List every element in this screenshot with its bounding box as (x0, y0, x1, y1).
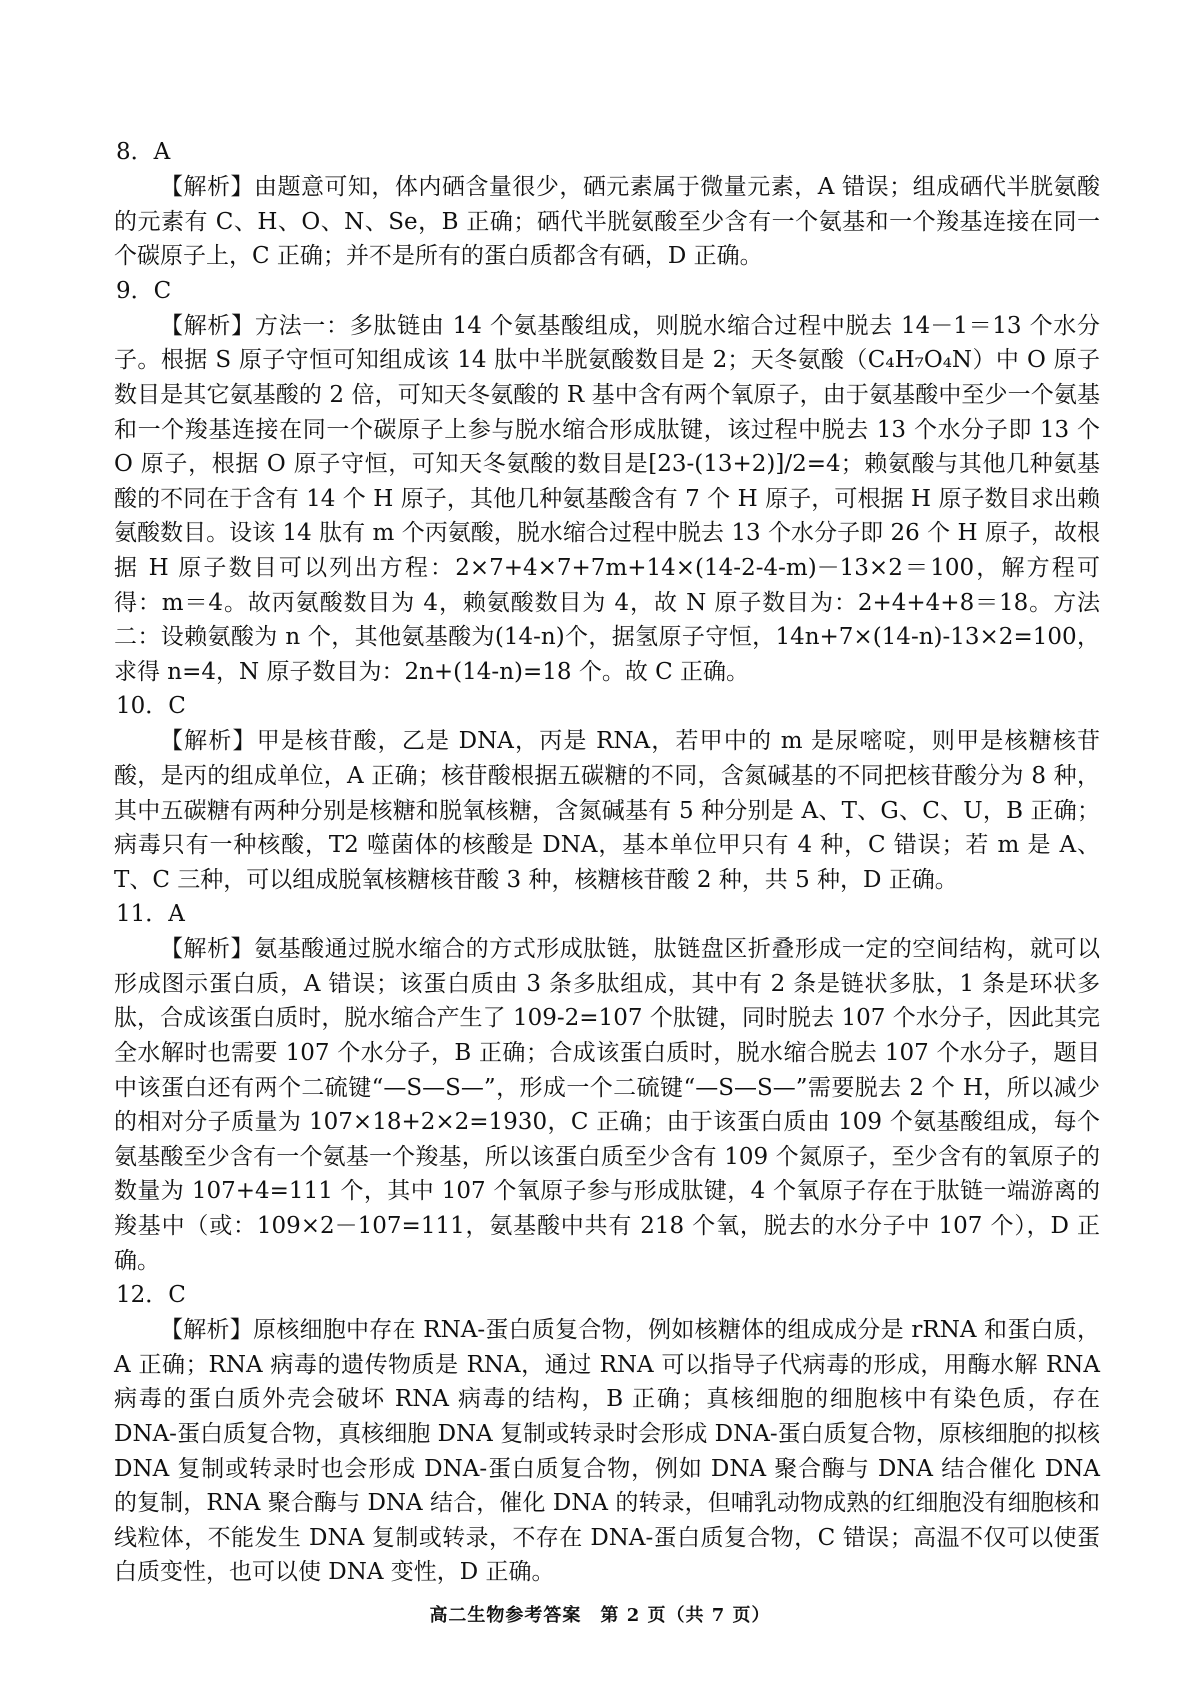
explanation-paragraph (114, 724, 1100, 897)
explanation-tag: 【解析】 (160, 174, 254, 200)
question-number: 8．A (116, 139, 171, 165)
question-number: 12．C (116, 1282, 186, 1309)
explanation-text: 方法一：多肽链由 14 个氨基酸组成，则脱水缩合过程中脱去 14－1＝13 个水分子。根据 S 原子守恒可知组成该 14 肽中半胱氨酸数目是 2；天冬氨酸（C₄H₇O₄N）中 O 原子数目是其它氨基酸的 2 倍，可知天冬氨酸的 R 基中含有两个氧原子，由于氨基酸中至少一个氨基和一个羧基连接在同一个碳原子上参与脱水缩合形成肽键，该过程中脱去 13 个水分子即 13 个 O 原子，根据 O 原子守恒，可知天冬氨酸的数目是[23-(13+2)]/2=4；赖氨酸与其他几种氨基酸的不同在于含有 14 个 H 原子，其他几种氨基酸含有 7 个 H 原子，可根据 H 原子数目求出赖氨酸数目。设该 14 肽有 m 个丙氨酸，脱水缩合过程中脱去 13 个水分子即 26 个 H 原子，故根据 H 原子数目可以列出方程：2×7+4×7+7m+14×(14-2-4-m)－13×2＝100，解方程可得：m＝4。故丙氨酸数目为 4，赖氨酸数目为 4，故 N 原子数目为：2+4+4+8＝18。方法二：设赖氨酸为 n 个，其他氨基酸为(14-n)个，据氢原子守恒，14n+7×(14-n)-13×2=100，求得 n=4，N 原子数目为：2n+(14-n)=18 个。故 C 正确。 (114, 312, 1101, 685)
explanation-paragraph (114, 170, 1100, 274)
explanation-tag: 【解析】 (160, 312, 255, 339)
answer-item-10 (114, 689, 1100, 897)
explanation-tag: 【解析】 (160, 728, 257, 755)
question-number: 9．C (116, 277, 172, 304)
question-number: 10．C (116, 693, 186, 720)
answer-item-8 (114, 135, 1100, 274)
explanation-paragraph (114, 932, 1100, 1278)
explanation-tag: 【解析】 (160, 1317, 253, 1344)
explanation-paragraph (114, 1313, 1100, 1590)
answer-item-9 (114, 274, 1100, 690)
answer-item-11 (114, 897, 1100, 1278)
answer-item-12 (114, 1278, 1100, 1590)
page-footer: 高二生物参考答案 第 2 页（共 7 页） (429, 1605, 771, 1626)
answer-content (114, 135, 1100, 1590)
explanation-text: 氨基酸通过脱水缩合的方式形成肽链，肽链盘区折叠形成一定的空间结构，就可以形成图示蛋白质，A 错误；该蛋白质由 3 条多肽组成，其中有 2 条是链状多肽，1 条是环状多肽，合成该蛋白质时，脱水缩合产生了 109-2=107 个肽键，同时脱去 107 个水分子，因此其完全水解时也需要 107 个水分子，B 正确；合成该蛋白质时，脱水缩合脱去 107 个水分子，题目中该蛋白还有两个二硫键“—S—S—”，形成一个二硫键“—S—S—”需要脱去 2 个 H，所以减少的相对分子质量为 107×18+2×2=1930，C 正确；由于该蛋白质由 109 个氨基酸组成，每个氨基酸至少含有一个氨基一个羧基，所以该蛋白质至少含有 109 个氮原子，至少含有的氧原子的数量为 107+4=111 个，其中 107 个氧原子参与形成肽键，4 个氧原子存在于肽链一端游离的羧基中（或：109×2－107=111，氨基酸中共有 218 个氧，脱去的水分子中 107 个），D 正确。 (114, 936, 1101, 1274)
question-number: 11．A (116, 901, 185, 928)
explanation-paragraph (114, 309, 1100, 690)
explanation-text: 原核细胞中存在 RNA-蛋白质复合物，例如核糖体的组成成分是 rRNA 和蛋白质，A 正确；RNA 病毒的遗传物质是 RNA，通过 RNA 可以指导子代病毒的形成，用酶水解 RNA 病毒的蛋白质外壳会破坏 RNA 病毒的结构，B 正确；真核细胞的细胞核中有染色质，存在 DNA-蛋白质复合物，真核细胞 DNA 复制或转录时会形成 DNA-蛋白质复合物，原核细胞的拟核 DNA 复制或转录时也会形成 DNA-蛋白质复合物，例如 DNA 聚合酶与 DNA 结合催化 DNA 的复制，RNA 聚合酶与 DNA 结合，催化 DNA 的转录，但哺乳动物成熟的红细胞没有细胞核和线粒体，不能发生 DNA 复制或转录，不存在 DNA-蛋白质复合物，C 错误；高温不仅可以使蛋白质变性，也可以使 DNA 变性，D 正确。 (114, 1317, 1100, 1586)
explanation-text: 甲是核苷酸，乙是 DNA，丙是 RNA，若甲中的 m 是尿嘧啶，则甲是核糖核苷酸，是丙的组成单位，A 正确；核苷酸根据五碳糖的不同，含氮碱基的不同把核苷酸分为 8 种，其中五碳糖有两种分别是核糖和脱氧核糖，含氮碱基有 5 种分别是 A、T、G、C、U，B 正确；病毒只有一种核酸，T2 噬菌体的核酸是 DNA，基本单位甲只有 4 种，C 错误；若 m 是 A、T、C 三种，可以组成脱氧核糖核苷酸 3 种，核糖核苷酸 2 种，共 5 种，D 正确。 (114, 728, 1101, 893)
explanation-tag: 【解析】 (160, 936, 255, 963)
explanation-text: 由题意可知，体内硒含量很少，硒元素属于微量元素，A 错误；组成硒代半胱氨酸的元素有 C、H、O、N、Se，B 正确；硒代半胱氨酸至少含有一个氨基和一个羧基连接在同一个碳原子上，C 正确；并不是所有的蛋白质都含有硒，D 正确。 (114, 174, 1101, 270)
